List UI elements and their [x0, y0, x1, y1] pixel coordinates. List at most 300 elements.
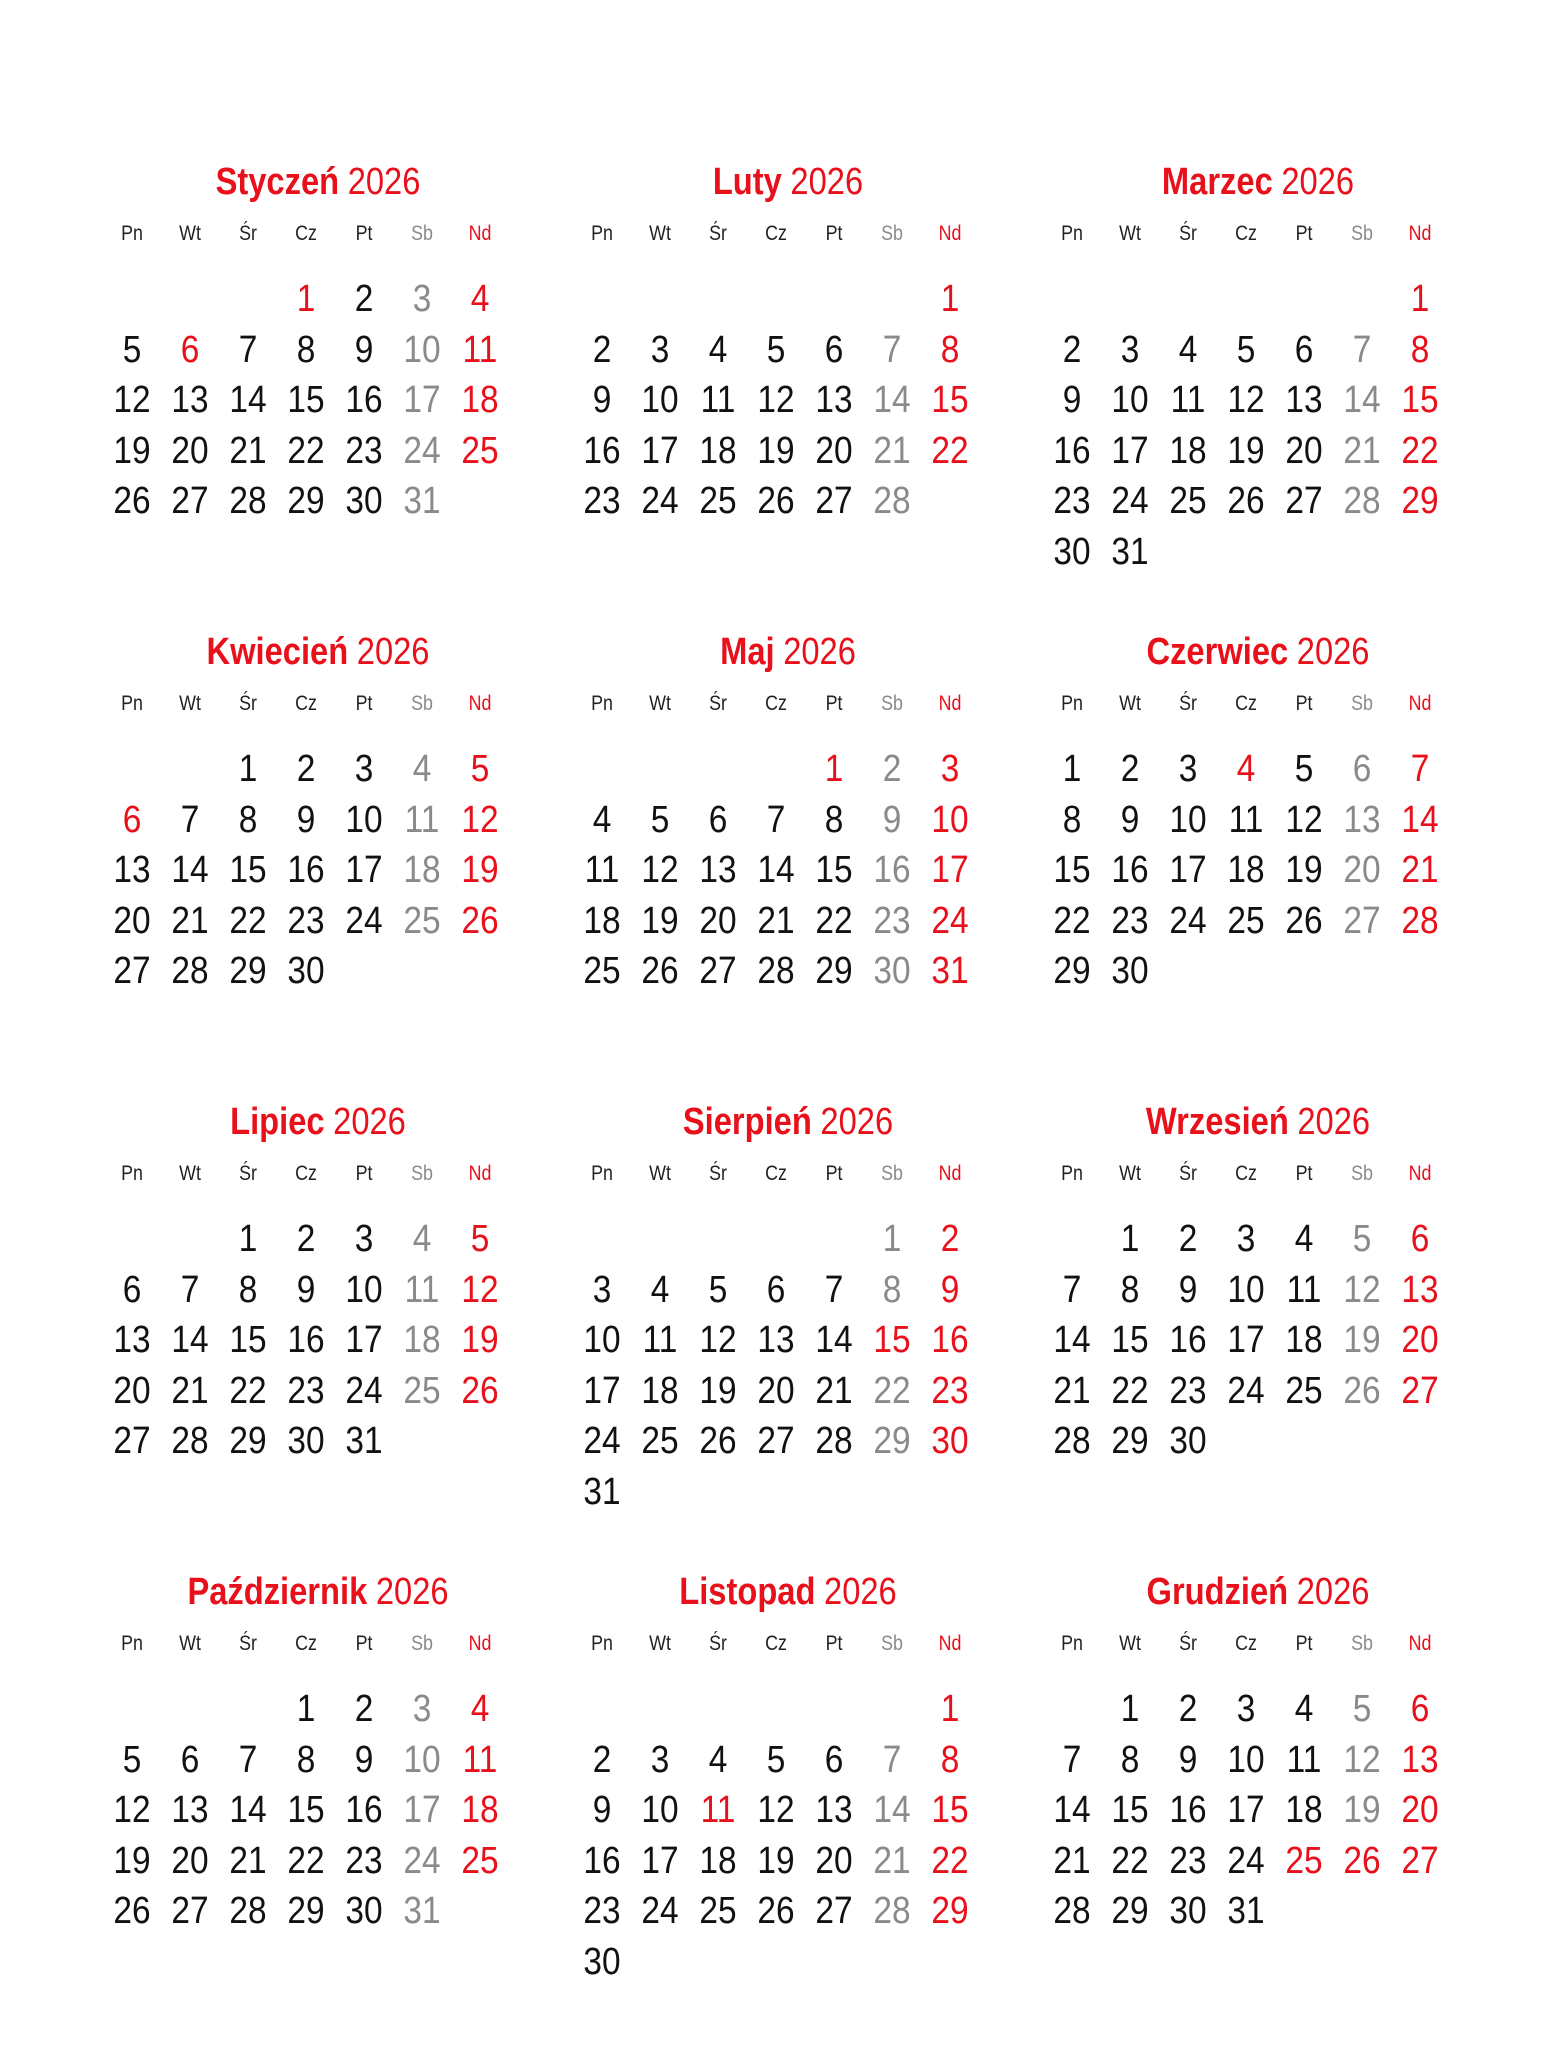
day-cell: 19: [1227, 429, 1265, 472]
day-cell: 7: [238, 328, 258, 371]
day-cell: 19: [113, 429, 151, 472]
weekday-header: Nd: [1408, 692, 1432, 715]
day-cell: 17: [641, 429, 679, 472]
day-cell: 25: [403, 899, 441, 942]
day-cell: 16: [1169, 1789, 1207, 1831]
day-cell: 28: [757, 950, 795, 992]
day-cell: 17: [345, 1319, 383, 1361]
day-cell: 31: [1227, 1890, 1265, 1932]
day-cell: 4: [470, 278, 490, 320]
day-cell: 30: [287, 950, 325, 992]
day-cell: 7: [1062, 1738, 1082, 1781]
day-cell: 20: [1285, 429, 1323, 472]
day-cell: 24: [1169, 899, 1207, 942]
weekday-header: Sb: [881, 692, 903, 715]
month-title: [116, 630, 520, 674]
day-cell: 27: [113, 950, 151, 992]
day-cell: 6: [824, 1738, 844, 1781]
weekday-header: Pt: [1295, 222, 1313, 245]
day-cell: 23: [931, 1369, 969, 1412]
month-name: Luty: [712, 161, 782, 203]
day-cell: 21: [1401, 849, 1439, 891]
day-cell: 9: [592, 1789, 612, 1831]
weekday-header: Nd: [938, 1632, 962, 1655]
day-cell: 29: [1111, 1420, 1149, 1462]
month-year: 2026: [824, 1571, 897, 1613]
day-cell: 5: [470, 1218, 490, 1260]
day-cell: 5: [1294, 748, 1314, 790]
day-cell: 2: [940, 1218, 960, 1260]
day-cell: 23: [1169, 1369, 1207, 1412]
day-cell: 8: [940, 1738, 960, 1781]
day-cell: 26: [641, 950, 679, 992]
day-cell: 2: [296, 748, 316, 790]
day-cell: 13: [815, 379, 853, 421]
day-cell: 21: [171, 899, 209, 942]
weekday-header: Pt: [355, 1632, 373, 1655]
day-cell: 10: [403, 1738, 441, 1781]
weekday-header: Cz: [765, 222, 787, 245]
day-cell: 28: [229, 480, 267, 522]
day-cell: 17: [641, 1839, 679, 1882]
day-cell: 23: [287, 899, 325, 942]
day-cell: 15: [1401, 379, 1439, 421]
day-cell: 19: [641, 899, 679, 942]
weekday-header: Pn: [591, 692, 613, 715]
day-cell: 17: [345, 849, 383, 891]
day-cell: 29: [229, 1420, 267, 1462]
day-cell: 20: [757, 1369, 795, 1412]
day-cell: 30: [1169, 1420, 1207, 1462]
weekday-header: Wt: [1119, 222, 1141, 245]
day-cell: 21: [815, 1369, 853, 1412]
day-cell: 27: [1343, 899, 1381, 942]
day-cell: 13: [699, 849, 737, 891]
day-cell: 2: [592, 1738, 612, 1781]
day-cell: 22: [287, 429, 325, 472]
day-cell: 11: [700, 379, 736, 421]
month-year: 2026: [1297, 1101, 1371, 1143]
weekday-header: Nd: [938, 692, 962, 715]
day-cell: 16: [345, 1789, 383, 1831]
day-cell: 29: [287, 1890, 325, 1932]
day-cell: 25: [699, 1890, 737, 1932]
day-cell: 13: [113, 849, 151, 891]
day-cell: 20: [1401, 1789, 1439, 1831]
day-cell: 24: [583, 1420, 621, 1462]
day-cell: 15: [287, 1789, 325, 1831]
day-cell: 20: [815, 1839, 853, 1882]
day-cell: 27: [757, 1420, 795, 1462]
day-cell: 17: [1227, 1789, 1265, 1831]
day-cell: 14: [1401, 798, 1439, 841]
month-year: 2026: [820, 1101, 894, 1143]
day-cell: 31: [345, 1420, 383, 1462]
day-cell: 6: [122, 798, 142, 841]
day-cell: 12: [1227, 379, 1265, 421]
day-cell: 11: [404, 1268, 440, 1311]
day-cell: 12: [1343, 1268, 1381, 1311]
day-cell: 25: [1285, 1839, 1323, 1882]
day-cell: 5: [122, 328, 142, 371]
day-cell: 17: [403, 1789, 441, 1831]
day-cell: 25: [699, 480, 737, 522]
weekday-header: Pt: [825, 692, 843, 715]
day-cell: 2: [354, 1688, 374, 1730]
day-cell: 23: [583, 480, 621, 522]
day-cell: 24: [403, 429, 441, 472]
weekday-header: Wt: [649, 1162, 671, 1185]
day-cell: 3: [940, 748, 960, 790]
day-cell: 27: [815, 1890, 853, 1932]
day-cell: 25: [403, 1369, 441, 1412]
day-cell: 21: [171, 1369, 209, 1412]
day-cell: 18: [403, 849, 441, 891]
weekday-header: Cz: [295, 692, 317, 715]
day-cell: 14: [815, 1319, 853, 1361]
day-cell: 11: [462, 1738, 498, 1781]
day-cell: 5: [470, 748, 490, 790]
day-cell: 23: [1053, 480, 1091, 522]
day-cell: 7: [238, 1738, 258, 1781]
day-cell: 13: [757, 1319, 795, 1361]
weekday-header: Cz: [295, 222, 317, 245]
month-year: 2026: [1281, 161, 1355, 203]
day-cell: 15: [287, 379, 325, 421]
day-cell: 26: [1285, 899, 1323, 942]
day-cell: 16: [287, 849, 325, 891]
day-cell: 2: [1178, 1688, 1198, 1730]
day-cell: 3: [1236, 1688, 1256, 1730]
day-cell: 6: [122, 1268, 142, 1311]
day-cell: 16: [345, 379, 383, 421]
day-cell: 4: [1294, 1688, 1314, 1730]
day-cell: 2: [1062, 328, 1082, 371]
weekday-header: Sb: [411, 1632, 433, 1655]
day-cell: 31: [403, 480, 441, 522]
weekday-header: Sb: [411, 1162, 433, 1185]
day-cell: 1: [238, 1218, 258, 1260]
day-cell: 14: [171, 1319, 209, 1361]
day-cell: 6: [708, 798, 728, 841]
day-cell: 5: [1352, 1688, 1372, 1730]
day-cell: 1: [940, 278, 960, 320]
weekday-header: Cz: [1235, 1632, 1257, 1655]
day-cell: 15: [931, 379, 969, 421]
day-cell: 9: [296, 798, 316, 841]
day-cell: 27: [815, 480, 853, 522]
day-cell: 22: [1401, 429, 1439, 472]
day-cell: 26: [113, 1890, 151, 1932]
day-cell: 18: [1285, 1319, 1323, 1361]
weekday-header: Śr: [1179, 222, 1197, 245]
day-cell: 27: [113, 1420, 151, 1462]
day-cell: 30: [1111, 950, 1149, 992]
weekday-header: Sb: [1351, 222, 1373, 245]
weekday-header: Wt: [649, 222, 671, 245]
day-cell: 21: [229, 429, 267, 472]
month-name: Maj: [720, 631, 775, 673]
weekday-header: Pt: [825, 222, 843, 245]
weekday-header: Śr: [709, 222, 727, 245]
day-cell: 15: [1111, 1789, 1149, 1831]
weekday-header: Wt: [179, 1162, 201, 1185]
day-cell: 8: [1120, 1268, 1140, 1311]
weekday-header: Wt: [1119, 692, 1141, 715]
day-cell: 9: [1178, 1738, 1198, 1781]
weekday-header: Sb: [881, 1162, 903, 1185]
day-cell: 11: [1170, 379, 1206, 421]
day-cell: 29: [229, 950, 267, 992]
weekday-header: Cz: [765, 1162, 787, 1185]
weekday-header: Cz: [1235, 692, 1257, 715]
day-cell: 23: [1169, 1839, 1207, 1882]
weekday-header: Wt: [179, 222, 201, 245]
day-cell: 9: [592, 379, 612, 421]
day-cell: 11: [1286, 1738, 1322, 1781]
month-name: Listopad: [679, 1571, 816, 1613]
day-cell: 5: [122, 1738, 142, 1781]
day-cell: 15: [229, 1319, 267, 1361]
month-title: [586, 1570, 990, 1614]
day-cell: 1: [940, 1688, 960, 1730]
day-cell: 13: [1401, 1268, 1439, 1311]
day-cell: 2: [354, 278, 374, 320]
weekday-header: Wt: [1119, 1632, 1141, 1655]
day-cell: 4: [1236, 748, 1256, 790]
day-cell: 20: [699, 899, 737, 942]
day-cell: 7: [180, 1268, 200, 1311]
day-cell: 2: [1178, 1218, 1198, 1260]
day-cell: 6: [766, 1268, 786, 1311]
day-cell: 19: [1343, 1789, 1381, 1831]
weekday-header: Śr: [239, 1632, 257, 1655]
weekday-header: Pn: [591, 1162, 613, 1185]
day-cell: 20: [1343, 849, 1381, 891]
day-cell: 1: [1120, 1688, 1140, 1730]
weekday-header: Pt: [355, 1162, 373, 1185]
weekday-header: Nd: [938, 222, 962, 245]
day-cell: 1: [882, 1218, 902, 1260]
day-cell: 30: [345, 480, 383, 522]
day-cell: 4: [470, 1688, 490, 1730]
month-year: 2026: [790, 161, 864, 203]
day-cell: 28: [873, 1890, 911, 1932]
day-cell: 11: [1228, 798, 1264, 841]
weekday-header: Wt: [179, 692, 201, 715]
weekday-header: Wt: [179, 1632, 201, 1655]
day-cell: 2: [882, 748, 902, 790]
day-cell: 20: [1401, 1319, 1439, 1361]
day-cell: 12: [113, 1789, 151, 1831]
day-cell: 14: [171, 849, 209, 891]
day-cell: 6: [1410, 1218, 1430, 1260]
day-cell: 7: [882, 328, 902, 371]
day-cell: 23: [583, 1890, 621, 1932]
day-cell: 22: [873, 1369, 911, 1412]
day-cell: 10: [345, 1268, 383, 1311]
weekday-header: Cz: [765, 1632, 787, 1655]
day-cell: 20: [113, 1369, 151, 1412]
day-cell: 10: [1227, 1738, 1265, 1781]
weekday-header: Cz: [765, 692, 787, 715]
day-cell: 26: [1343, 1839, 1381, 1882]
day-cell: 26: [757, 480, 795, 522]
day-cell: 28: [171, 1420, 209, 1462]
weekday-header: Sb: [411, 222, 433, 245]
day-cell: 16: [873, 849, 911, 891]
month-title: [116, 1100, 520, 1144]
day-cell: 26: [461, 1369, 499, 1412]
day-cell: 18: [699, 429, 737, 472]
weekday-header: Sb: [411, 692, 433, 715]
day-cell: 24: [931, 899, 969, 942]
day-cell: 3: [650, 328, 670, 371]
day-cell: 3: [592, 1268, 612, 1311]
day-cell: 19: [461, 849, 499, 891]
day-cell: 20: [815, 429, 853, 472]
day-cell: 13: [171, 379, 209, 421]
day-cell: 14: [873, 379, 911, 421]
month-title: [586, 1100, 990, 1144]
day-cell: 22: [229, 1369, 267, 1412]
weekday-header: Pn: [591, 222, 613, 245]
month-name: Październik: [187, 1571, 368, 1613]
day-cell: 18: [1169, 429, 1207, 472]
day-cell: 23: [345, 429, 383, 472]
day-cell: 25: [1227, 899, 1265, 942]
day-cell: 12: [757, 379, 795, 421]
day-cell: 28: [1053, 1890, 1091, 1932]
month-year: 2026: [1296, 631, 1370, 673]
day-cell: 24: [641, 1890, 679, 1932]
day-cell: 8: [238, 798, 258, 841]
day-cell: 30: [1053, 530, 1091, 573]
day-cell: 1: [238, 748, 258, 790]
day-cell: 25: [641, 1420, 679, 1462]
day-cell: 17: [931, 849, 969, 891]
day-cell: 7: [882, 1738, 902, 1781]
day-cell: 19: [1343, 1319, 1381, 1361]
day-cell: 12: [641, 849, 679, 891]
day-cell: 7: [1062, 1268, 1082, 1311]
weekday-header: Nd: [468, 222, 492, 245]
day-cell: 9: [1120, 798, 1140, 841]
day-cell: 25: [583, 950, 621, 992]
day-cell: 5: [1352, 1218, 1372, 1260]
weekday-header: Pn: [1061, 1162, 1083, 1185]
day-cell: 22: [815, 899, 853, 942]
weekday-header: Pt: [825, 1162, 843, 1185]
day-cell: 19: [461, 1319, 499, 1361]
day-cell: 4: [708, 328, 728, 371]
day-cell: 29: [1053, 950, 1091, 992]
day-cell: 14: [1053, 1319, 1091, 1361]
day-cell: 8: [940, 328, 960, 371]
weekday-header: Pt: [1295, 1162, 1313, 1185]
month-name: Grudzień: [1146, 1571, 1289, 1613]
day-cell: 28: [171, 950, 209, 992]
weekday-header: Pt: [1295, 692, 1313, 715]
day-cell: 3: [354, 748, 374, 790]
day-cell: 22: [931, 1839, 969, 1882]
day-cell: 29: [931, 1890, 969, 1932]
day-cell: 21: [757, 899, 795, 942]
weekday-header: Cz: [1235, 222, 1257, 245]
day-cell: 27: [1401, 1839, 1439, 1882]
weekday-header: Sb: [1351, 1632, 1373, 1655]
day-cell: 10: [345, 798, 383, 841]
day-cell: 9: [354, 1738, 374, 1781]
month-year: 2026: [783, 631, 856, 673]
day-cell: 12: [1285, 798, 1323, 841]
weekday-header: Pn: [1061, 692, 1083, 715]
day-cell: 23: [287, 1369, 325, 1412]
day-cell: 5: [766, 1738, 786, 1781]
day-cell: 15: [1111, 1319, 1149, 1361]
day-cell: 5: [708, 1268, 728, 1311]
day-cell: 18: [461, 1789, 499, 1831]
weekday-header: Sb: [1351, 692, 1373, 715]
day-cell: 3: [412, 278, 432, 320]
month-year: 2026: [356, 631, 430, 673]
day-cell: 26: [757, 1890, 795, 1932]
day-cell: 24: [1227, 1839, 1265, 1882]
day-cell: 24: [1111, 480, 1149, 522]
day-cell: 5: [650, 798, 670, 841]
weekday-header: Wt: [649, 1632, 671, 1655]
weekday-header: Pn: [121, 1632, 143, 1655]
day-cell: 2: [592, 328, 612, 371]
day-cell: 8: [1062, 798, 1082, 841]
weekday-header: Śr: [709, 1632, 727, 1655]
day-cell: 21: [1053, 1369, 1091, 1412]
day-cell: 6: [180, 1738, 200, 1781]
day-cell: 30: [583, 1940, 621, 1983]
day-cell: 11: [1286, 1268, 1322, 1311]
day-cell: 4: [1294, 1218, 1314, 1260]
day-cell: 3: [1120, 328, 1140, 371]
day-cell: 18: [461, 379, 499, 421]
weekday-header: Nd: [1408, 1162, 1432, 1185]
day-cell: 3: [1236, 1218, 1256, 1260]
weekday-header: Wt: [1119, 1162, 1141, 1185]
day-cell: 13: [1343, 798, 1381, 841]
day-cell: 30: [873, 950, 911, 992]
day-cell: 29: [873, 1420, 911, 1462]
day-cell: 16: [583, 1839, 621, 1882]
day-cell: 10: [583, 1319, 621, 1361]
day-cell: 16: [931, 1319, 969, 1361]
day-cell: 1: [1062, 748, 1082, 790]
day-cell: 5: [766, 328, 786, 371]
day-cell: 25: [461, 1839, 499, 1882]
day-cell: 14: [873, 1789, 911, 1831]
day-cell: 11: [462, 328, 498, 371]
month-title: [1056, 630, 1460, 674]
month-name: Sierpień: [682, 1101, 812, 1143]
day-cell: 24: [641, 480, 679, 522]
weekday-header: Cz: [295, 1632, 317, 1655]
day-cell: 28: [815, 1420, 853, 1462]
weekday-header: Pn: [121, 1162, 143, 1185]
day-cell: 15: [931, 1789, 969, 1831]
day-cell: 9: [882, 798, 902, 841]
weekday-header: Pt: [1295, 1632, 1313, 1655]
day-cell: 19: [699, 1369, 737, 1412]
day-cell: 19: [757, 429, 795, 472]
day-cell: 29: [815, 950, 853, 992]
